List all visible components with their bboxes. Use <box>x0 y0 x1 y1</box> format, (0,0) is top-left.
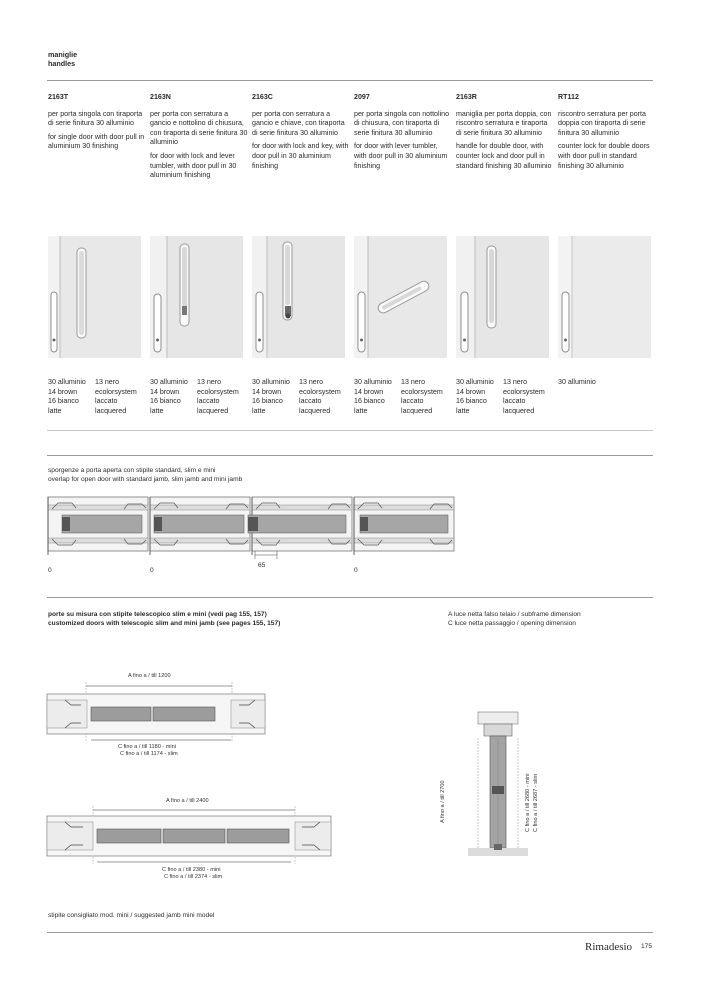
product-code: 2163R <box>456 93 477 101</box>
finish-item: 13 nero <box>503 378 528 386</box>
finish-item: laccato <box>503 397 526 406</box>
custom-title: porte su misura con stipite telescopico slim e mini (vedi pag 155, 157) customized doors with telescopic slim and mini jamb (see pages 155, 157) <box>48 611 281 627</box>
finish-item: latte <box>150 406 164 415</box>
overlap-diagrams <box>45 495 455 565</box>
divider <box>47 932 653 933</box>
finish-item: laccato <box>95 397 118 406</box>
product-desc-en: counter lock for double doors with door pull in standard finishing 30 alluminio <box>558 142 650 170</box>
finish-col <box>354 378 400 416</box>
divider <box>47 430 653 431</box>
finish-item: 30 alluminio <box>48 378 86 386</box>
brand-logo: Rimadesio <box>585 941 633 953</box>
finish-item: ecolorsystem <box>95 387 137 396</box>
finish-item: laccato <box>401 397 424 406</box>
finish-col <box>150 378 196 416</box>
product-photo-2163R <box>456 236 549 358</box>
product-code: 2163N <box>150 93 171 101</box>
finish-item: lacquered <box>95 406 127 415</box>
finish-item: 14 brown <box>456 387 486 396</box>
finish-item: 16 bianco <box>150 397 181 406</box>
product-column <box>354 93 452 175</box>
finish-item: latte <box>252 406 266 415</box>
overlap-label: 0 <box>150 567 154 574</box>
dimension-label: A fino a / till 2700 <box>440 780 446 823</box>
finish-col <box>252 378 298 416</box>
finish-item: ecolorsystem <box>401 387 443 396</box>
finish-item: 30 alluminio <box>456 378 494 386</box>
finish-item: 16 bianco <box>456 397 487 406</box>
finish-col <box>503 378 563 416</box>
finish-item: 14 brown <box>252 387 282 396</box>
finish-item: laccato <box>197 397 220 406</box>
finish-item: 13 nero <box>401 378 426 386</box>
product-code: 2097 <box>354 93 370 101</box>
product-column <box>48 93 146 156</box>
finish-col <box>558 378 604 388</box>
product-desc-it: per porta singola con tiraporta di serie finitura 30 alluminio <box>48 109 143 128</box>
finish-item: 30 alluminio <box>354 378 392 386</box>
product-code: 2163C <box>252 93 273 101</box>
product-desc-en: handle for double door, with counter lock and door pull in standard finishing 30 alluminio <box>456 142 552 170</box>
finish-item: 14 brown <box>48 387 78 396</box>
dimension-legend: A luce netta falso telaio / subframe dimension C luce netta passaggio / opening dimension <box>448 611 581 627</box>
finish-item: laccato <box>299 397 322 406</box>
finish-item: ecolorsystem <box>299 387 341 396</box>
finish-item: lacquered <box>401 406 433 415</box>
product-desc-it: per porta con serratura a gancio e nottolino di chiusura, con tiraporta di serie finitura 30 alluminio <box>150 109 248 147</box>
finish-col <box>401 378 461 416</box>
finish-col <box>197 378 257 416</box>
product-desc-en: for door with lever tumbler, with door pull in 30 aluminium finishing <box>354 142 448 170</box>
dimension-label: C fino a / till 2680 - mini <box>525 773 531 832</box>
product-desc-it: per porta con serratura a gancio e chiave, con tiraporta di serie finitura 30 alluminio <box>252 109 345 137</box>
product-photo-2163T <box>48 236 141 358</box>
plan-diagram-single <box>45 680 275 745</box>
finish-item: 16 bianco <box>252 397 283 406</box>
finish-item: 14 brown <box>150 387 180 396</box>
divider <box>47 455 653 456</box>
dimension-label: C fino a / till 2374 - slim <box>164 874 223 880</box>
product-desc-en: for door with lock and lever tumbler, with door pull in 30 aluminium finishing <box>150 151 237 180</box>
overlap-title: sporgenze a porta aperta con stipite standard, slim e mini overlap for open door with standard jamb, slim jamb and mini jamb <box>48 467 243 483</box>
dimension-label: A fino a / till 1200 <box>128 673 171 679</box>
finish-item: lacquered <box>503 406 535 415</box>
finish-item: 16 bianco <box>48 397 79 406</box>
finish-col <box>48 378 94 416</box>
footer-note: stipite consigliato mod. mini / suggested jamb mini model <box>48 912 215 919</box>
product-column <box>150 93 248 185</box>
finish-item: 30 alluminio <box>252 378 290 386</box>
finish-item: latte <box>48 406 62 415</box>
finish-col <box>95 378 155 416</box>
section-title: maniglie handles <box>48 50 78 68</box>
finish-item: lacquered <box>299 406 331 415</box>
product-desc-it: maniglia per porta doppia, con riscontro serratura e tiraporta di serie finitura 30 alluminio <box>456 109 552 137</box>
finish-item: 30 alluminio <box>558 378 596 386</box>
product-photo-2163C <box>252 236 345 358</box>
overlap-label: 0 <box>354 567 358 574</box>
dimension-label: C fino a / till 1174 - slim <box>120 751 178 757</box>
product-column <box>252 93 350 175</box>
finish-item: ecolorsystem <box>503 387 545 396</box>
finish-item: 13 nero <box>95 378 120 386</box>
plan-diagram-double <box>45 804 335 866</box>
product-photo-2163N <box>150 236 243 358</box>
divider <box>47 597 653 598</box>
dimension-label: C fino a / till 1180 - mini <box>118 744 177 750</box>
product-photo-2097 <box>354 236 447 358</box>
finish-item: lacquered <box>197 406 229 415</box>
finish-item: 14 brown <box>354 387 384 396</box>
finish-col <box>299 378 359 416</box>
section-diagram <box>468 708 528 860</box>
product-photo-RT112 <box>558 236 651 358</box>
product-code: RT112 <box>558 93 579 101</box>
page-number: 175 <box>641 943 653 950</box>
product-column <box>558 93 656 175</box>
finish-col <box>456 378 502 416</box>
product-desc-it: riscontro serratura per porta doppia con tiraporta di serie finitura 30 alluminio <box>558 109 646 137</box>
dimension-label: A fino a / till 2400 <box>166 798 209 804</box>
dimension-label: C fino a / till 2380 - mini <box>162 867 221 873</box>
finish-item: 13 nero <box>197 378 222 386</box>
finish-item: latte <box>354 406 368 415</box>
finish-item: latte <box>456 406 470 415</box>
product-desc-en: for single door with door pull in aluminium 30 finishing <box>48 132 145 151</box>
finish-item: 16 bianco <box>354 397 385 406</box>
dimension-label: C fino a / till 2687 - slim <box>533 773 539 832</box>
divider <box>47 80 653 81</box>
product-code: 2163T <box>48 93 69 101</box>
finish-item: ecolorsystem <box>197 387 239 396</box>
product-desc-en: for door with lock and key, with door pull in 30 aluminium finishing <box>252 142 349 170</box>
product-desc-it: per porta singola con nottolino di chiusura, con tiraporta di serie finitura 30 alluminio <box>354 109 450 137</box>
finish-item: 13 nero <box>299 378 324 386</box>
overlap-label: 65 <box>258 562 266 569</box>
product-column <box>456 93 554 175</box>
finish-item: 30 alluminio <box>150 378 188 386</box>
overlap-label: 0 <box>48 567 52 574</box>
